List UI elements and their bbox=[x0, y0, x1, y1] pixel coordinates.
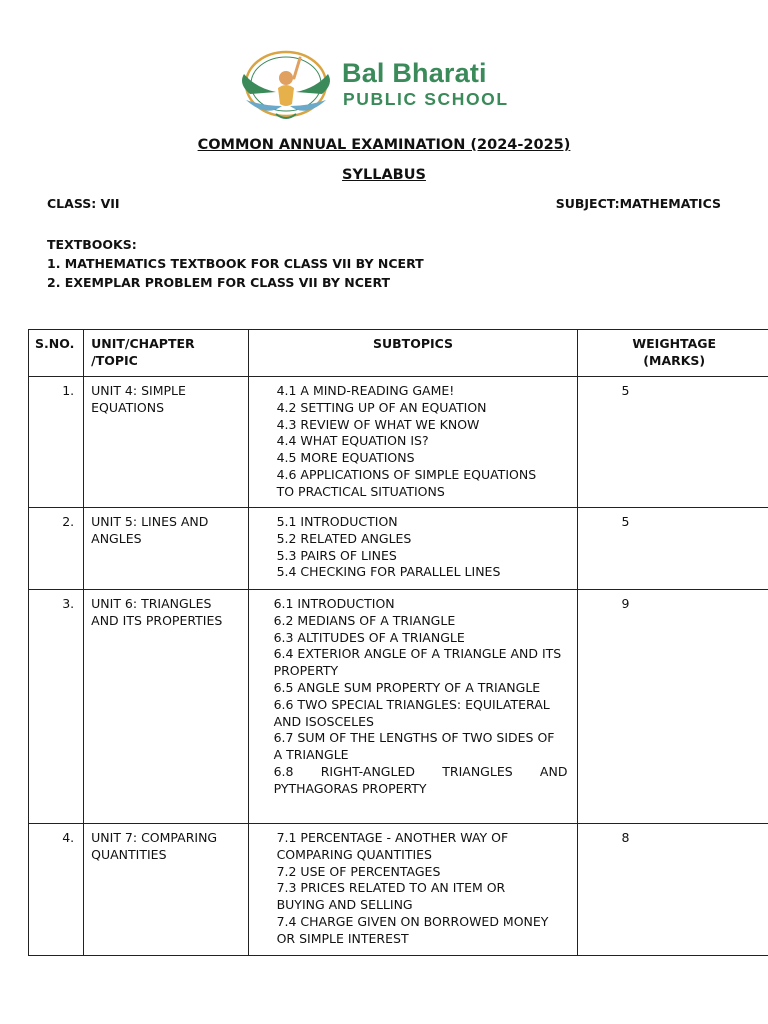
unit-line: ANGLES bbox=[91, 530, 142, 546]
unit-cell bbox=[84, 508, 248, 590]
syllabus-title: SYLLABUS bbox=[342, 167, 426, 183]
header-sno: S.NO. bbox=[29, 330, 84, 377]
header-unit-line: /TOPIC bbox=[91, 352, 138, 368]
subtopic-line: OR SIMPLE INTEREST bbox=[276, 930, 409, 946]
subtopic-line: PYTHAGORAS PROPERTY bbox=[273, 780, 427, 796]
exam-title: COMMON ANNUAL EXAMINATION (2024-2025) bbox=[197, 137, 571, 153]
unit-line: UNIT 7: COMPARING bbox=[91, 830, 218, 845]
class-label: CLASS: VII bbox=[47, 196, 120, 211]
school-logo bbox=[236, 48, 526, 126]
subtopic-line: 6.7 SUM OF THE LENGTHS OF TWO SIDES OF bbox=[273, 730, 555, 746]
subtopic-line: 6.5 ANGLE SUM PROPERTY OF A TRIANGLE bbox=[273, 679, 541, 695]
unit-line: UNIT 6: TRIANGLES bbox=[91, 596, 212, 611]
header-weightage-line: (MARKS) bbox=[643, 352, 706, 368]
table-header-row bbox=[29, 330, 768, 377]
subtopics-cell bbox=[248, 824, 578, 956]
subtopic-line: PROPERTY bbox=[273, 663, 339, 679]
subtopic-line: 6.6 TWO SPECIAL TRIANGLES: EQUILATERAL bbox=[273, 696, 550, 712]
table-row bbox=[29, 824, 768, 956]
syllabus-table bbox=[28, 329, 768, 956]
weightage-cell: 8 bbox=[578, 824, 768, 956]
header-unit bbox=[84, 330, 248, 377]
subtopic-line: 4.6 APPLICATIONS OF SIMPLE EQUATIONS bbox=[276, 466, 537, 482]
subtopic-line: 6.2 MEDIANS OF A TRIANGLE bbox=[273, 612, 456, 628]
school-name: Bal Bharati bbox=[342, 58, 487, 88]
subtopic-line: AND ISOSCELES bbox=[273, 713, 374, 729]
weightage-cell: 5 bbox=[578, 377, 768, 508]
subtopic-line: 4.2 SETTING UP OF AN EQUATION bbox=[276, 399, 487, 415]
textbooks-heading: TEXTBOOKS: bbox=[47, 237, 137, 252]
subtopic-line: 7.1 PERCENTAGE - ANOTHER WAY OF bbox=[276, 830, 509, 845]
header-subtopics: SUBTOPICS bbox=[248, 330, 578, 377]
subtopic-line: 6.3 ALTITUDES OF A TRIANGLE bbox=[273, 629, 465, 645]
table-row bbox=[29, 590, 768, 824]
school-emblem-icon bbox=[236, 48, 336, 126]
sno-cell: 3. bbox=[29, 590, 84, 824]
sno-cell: 4. bbox=[29, 824, 84, 956]
subtopic-line: 4.1 A MIND-READING GAME! bbox=[276, 383, 455, 398]
sno-cell: 1. bbox=[29, 377, 84, 508]
sno-cell: 2. bbox=[29, 508, 84, 590]
unit-cell bbox=[84, 590, 248, 824]
subtopic-line: 5.1 INTRODUCTION bbox=[276, 514, 398, 529]
table-row bbox=[29, 377, 768, 508]
header-weightage-line: WEIGHTAGE bbox=[632, 336, 717, 351]
subtopic-line: 5.3 PAIRS OF LINES bbox=[276, 547, 397, 563]
weightage-cell: 5 bbox=[578, 508, 768, 590]
unit-cell bbox=[84, 377, 248, 508]
unit-line: UNIT 5: LINES AND bbox=[91, 514, 209, 529]
subtopics-cell bbox=[248, 590, 578, 824]
subtopic-line: COMPARING QUANTITIES bbox=[276, 846, 432, 862]
subtopic-line: TO PRACTICAL SITUATIONS bbox=[276, 483, 445, 499]
subtopic-line: 5.4 CHECKING FOR PARALLEL LINES bbox=[276, 564, 501, 580]
unit-line: AND ITS PROPERTIES bbox=[91, 612, 223, 628]
subtopic-line: BUYING AND SELLING bbox=[276, 897, 413, 913]
subtopics-cell bbox=[248, 377, 578, 508]
unit-line: QUANTITIES bbox=[91, 846, 167, 862]
subtopic-line: 4.5 MORE EQUATIONS bbox=[276, 450, 415, 466]
subtopic-line: 6.4 EXTERIOR ANGLE OF A TRIANGLE AND ITS bbox=[273, 646, 562, 662]
school-subtitle: PUBLIC SCHOOL bbox=[343, 89, 509, 109]
subtopic-line: 7.3 PRICES RELATED TO AN ITEM OR bbox=[276, 880, 506, 896]
table-row bbox=[29, 508, 768, 590]
subtopic-line: A TRIANGLE bbox=[273, 747, 349, 763]
weightage-cell: 9 bbox=[578, 590, 768, 824]
subtopic-line: 7.4 CHARGE GIVEN ON BORROWED MONEY bbox=[276, 913, 549, 929]
unit-line: EQUATIONS bbox=[91, 399, 165, 415]
subtopic-line: 7.2 USE OF PERCENTAGES bbox=[276, 863, 441, 879]
unit-line: UNIT 4: SIMPLE bbox=[91, 383, 186, 398]
subtopics-cell bbox=[248, 508, 578, 590]
textbook-item: 2. EXEMPLAR PROBLEM FOR CLASS VII BY NCERT bbox=[47, 275, 391, 290]
subject-label: SUBJECT:MATHEMATICS bbox=[555, 196, 721, 211]
subtopic-line: 4.3 REVIEW OF WHAT WE KNOW bbox=[276, 416, 480, 432]
textbook-item: 1. MATHEMATICS TEXTBOOK FOR CLASS VII BY NCERT bbox=[47, 256, 424, 271]
subtopic-line: 6.1 INTRODUCTION bbox=[273, 596, 395, 611]
subtopic-line: 6.8 RIGHT-ANGLED TRIANGLES AND bbox=[273, 763, 568, 779]
unit-cell bbox=[84, 824, 248, 956]
header-unit-line: UNIT/CHAPTER bbox=[91, 336, 195, 351]
subtopic-line: 5.2 RELATED ANGLES bbox=[276, 530, 412, 546]
subtopic-line: 4.4 WHAT EQUATION IS? bbox=[276, 433, 429, 449]
textbooks-section bbox=[47, 235, 424, 292]
header-weightage bbox=[578, 330, 768, 377]
